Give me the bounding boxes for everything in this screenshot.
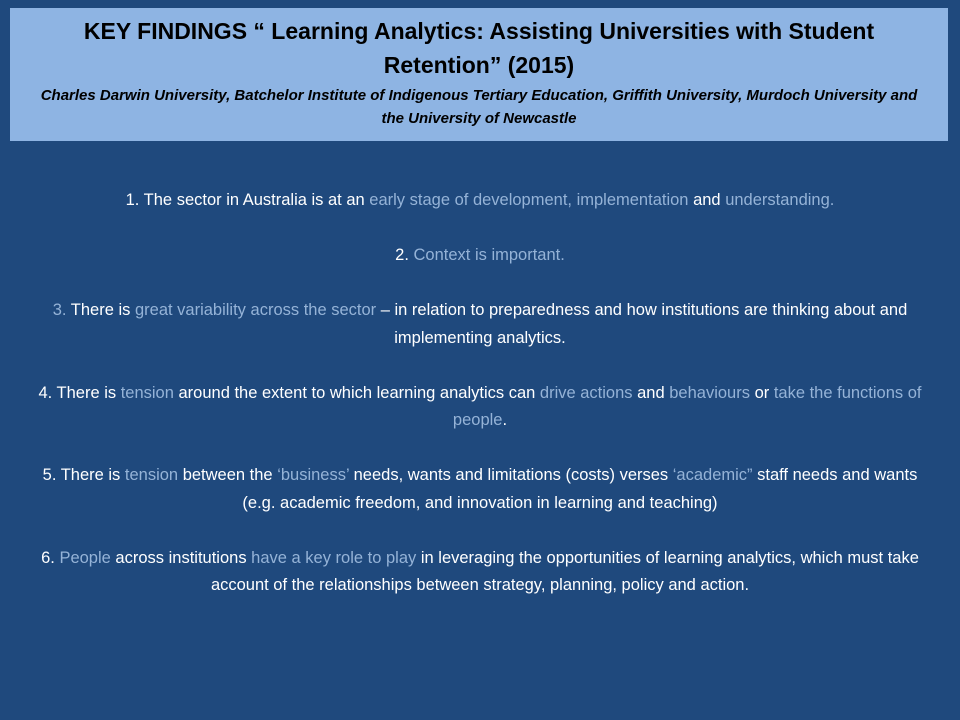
finding-highlight: tension <box>124 466 179 484</box>
finding-text: 5. There is <box>42 466 125 484</box>
finding-text: 4. There is <box>38 383 121 402</box>
finding-text: – in relation to preparedness and how institutions are thinking about and implementing analytics. <box>376 301 908 347</box>
finding-text: staff needs and wants (e.g. academic freedom, and innovation in learning and teaching) <box>242 466 918 512</box>
finding-text: There is <box>70 301 135 319</box>
finding-highlight: great variability across the sector <box>134 301 377 319</box>
finding-text: in leveraging the opportunities of learning analytics, which must take account of the relationships between strategy, planning, policy and action. <box>210 548 919 594</box>
finding-highlight: Context is important. <box>413 246 565 264</box>
finding-text: 2. <box>395 246 414 264</box>
finding-highlight: tension <box>120 383 174 402</box>
finding-text: between the <box>178 466 278 484</box>
finding-4 <box>28 380 932 435</box>
findings-list <box>28 187 932 627</box>
slide-title: KEY FINDINGS “ Learning Analytics: Assisting Universities with Student Retention” (2015) <box>83 18 875 78</box>
finding-text: 1. The sector in Australia is at an <box>125 191 370 209</box>
finding-number: 3. <box>52 301 71 319</box>
finding-3 <box>28 297 932 352</box>
finding-text: 6. <box>41 548 60 567</box>
finding-highlight: understanding. <box>725 191 835 209</box>
title-banner <box>10 8 948 141</box>
finding-5 <box>28 462 932 517</box>
finding-highlight: ‘academic” <box>672 466 753 484</box>
finding-highlight: drive actions <box>539 383 633 402</box>
finding-2 <box>28 242 932 270</box>
finding-highlight: People <box>59 548 111 567</box>
finding-text: or <box>749 383 774 402</box>
finding-text: . <box>502 411 508 429</box>
finding-text: and <box>688 191 726 209</box>
finding-highlight: have a key role to play <box>251 548 417 567</box>
finding-text: around the extent to which learning analytics can <box>173 383 540 402</box>
finding-highlight: take the functions of people <box>452 383 922 429</box>
finding-highlight: behaviours <box>669 383 750 402</box>
finding-text: across institutions <box>110 548 252 567</box>
finding-1 <box>28 187 932 215</box>
finding-text: and <box>632 383 670 402</box>
finding-text: needs, wants and limitations (costs) verses <box>349 466 673 484</box>
slide-subtitle: Charles Darwin University, Batchelor Institute of Indigenous Tertiary Education, Griffith University, Murdoch University and the University of Newcastle <box>40 87 918 127</box>
finding-6 <box>28 545 932 600</box>
finding-highlight: ‘business’ <box>277 466 350 484</box>
finding-highlight: early stage of development, implementation <box>369 191 689 209</box>
